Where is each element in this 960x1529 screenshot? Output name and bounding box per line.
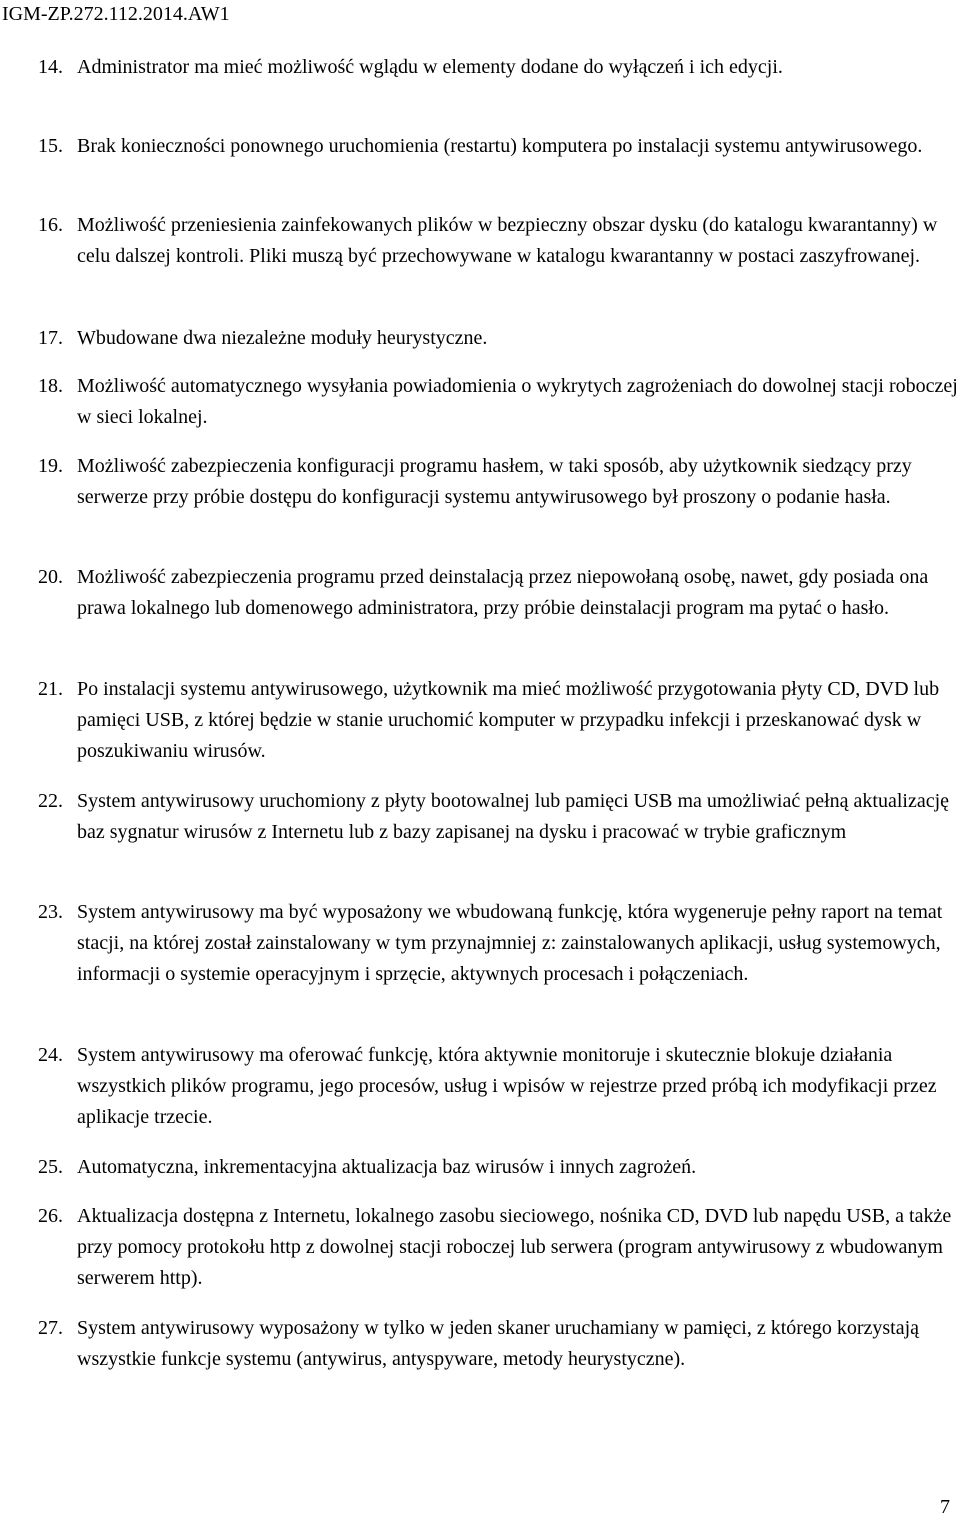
list-item — [38, 371, 958, 433]
list-item — [38, 1313, 958, 1375]
item-number: 19. — [38, 455, 63, 477]
item-number: 26. — [38, 1205, 63, 1227]
item-text: Możliwość automatycznego wysyłania powiadomienia o wykrytych zagrożeniach do dowolnej stacji roboczej w sieci lokalnej. — [77, 375, 958, 428]
item-text: Możliwość zabezpieczenia programu przed deinstalacją przez niepowołaną osobę, nawet, gdy posiada ona prawa lokalnego lub domenowego administratora, przy próbie deinstalacji program ma pytać o hasło. — [77, 566, 929, 619]
item-text: Możliwość zabezpieczenia konfiguracji programu hasłem, w taki sposób, aby użytkownik siedzący przy serwerze przy próbie dostępu do konfiguracji systemu antywirusowego był proszony o podanie hasła. — [77, 455, 912, 508]
item-text: Wbudowane dwa niezależne moduły heurystyczne. — [77, 327, 488, 349]
item-number: 18. — [38, 375, 63, 397]
list-item — [38, 1152, 958, 1183]
item-number: 23. — [38, 901, 63, 923]
item-text: Po instalacji systemu antywirusowego, użytkownik ma mieć możliwość przygotowania płyty CD, DVD lub pamięci USB, z której będzie w stanie uruchomić komputer w przypadku infekcji i przeskanować dysk w poszukiwaniu wirusów. — [77, 678, 940, 762]
list-item — [38, 562, 958, 624]
list-item — [38, 897, 958, 990]
item-text: Brak konieczności ponownego uruchomienia (restartu) komputera po instalacji systemu antywirusowego. — [77, 135, 923, 157]
item-text: Aktualizacja dostępna z Internetu, lokalnego zasobu sieciowego, nośnika CD, DVD lub napędu USB, a także przy pomocy protokołu http z dowolnej stacji roboczej lub serwera (program antywirusowy z wbudowanym serwerem http). — [77, 1205, 952, 1289]
item-text: System antywirusowy uruchomiony z płyty bootowalnej lub pamięci USB ma umożliwiać pełną aktualizację baz sygnatur wirusów z Internetu lub z bazy zapisanej na dysku i pracować w trybie graficznym — [77, 790, 950, 843]
list-item — [38, 1201, 958, 1294]
list-item — [38, 210, 958, 272]
list-item — [38, 786, 958, 848]
list-item — [38, 674, 958, 767]
item-number: 14. — [38, 56, 63, 78]
list-item — [38, 451, 958, 513]
item-text: Administrator ma mieć możliwość wglądu w elementy dodane do wyłączeń i ich edycji. — [77, 56, 783, 78]
item-number: 20. — [38, 566, 63, 588]
item-number: 22. — [38, 790, 63, 812]
item-number: 25. — [38, 1156, 63, 1178]
list-item — [38, 131, 958, 162]
page-number: 7 — [940, 1496, 950, 1518]
item-text: Możliwość przeniesienia zainfekowanych plików w bezpieczny obszar dysku (do katalogu kwarantanny) w celu dalszej kontroli. Pliki muszą być przechowywane w katalogu kwarantanny w postaci zaszyfrowanej. — [77, 214, 938, 267]
item-number: 24. — [38, 1044, 63, 1066]
item-text: System antywirusowy ma oferować funkcję, która aktywnie monitoruje i skutecznie blokuje działania wszystkich plików programu, jego procesów, usług i wpisów w rejestrze przed próbą ich modyfikacji przez aplikacje trzecie. — [77, 1044, 937, 1128]
list-item — [38, 1040, 958, 1133]
item-text: Automatyczna, inkrementacyjna aktualizacja baz wirusów i innych zagrożeń. — [77, 1156, 697, 1178]
item-text: System antywirusowy ma być wyposażony we wbudowaną funkcję, która wygeneruje pełny raport na temat stacji, na której został zainstalowany w tym przynajmniej z: zainstalowanych aplikacji, usług systemowych, informacji o systemie operacyjnym i sprzęcie, aktywnych procesach i połączeniach. — [77, 901, 943, 985]
item-number: 17. — [38, 327, 63, 349]
item-number: 27. — [38, 1317, 63, 1339]
item-number: 15. — [38, 135, 63, 157]
item-number: 21. — [38, 678, 63, 700]
list-item — [38, 323, 958, 354]
document-code-header: IGM-ZP.272.112.2014.AW1 — [2, 3, 230, 25]
list-item — [38, 52, 958, 83]
item-number: 16. — [38, 214, 63, 236]
item-text: System antywirusowy wyposażony w tylko w jeden skaner uruchamiany w pamięci, z którego korzystają wszystkie funkcje systemu (antywirus, antyspyware, metody heurystyczne). — [77, 1317, 920, 1370]
